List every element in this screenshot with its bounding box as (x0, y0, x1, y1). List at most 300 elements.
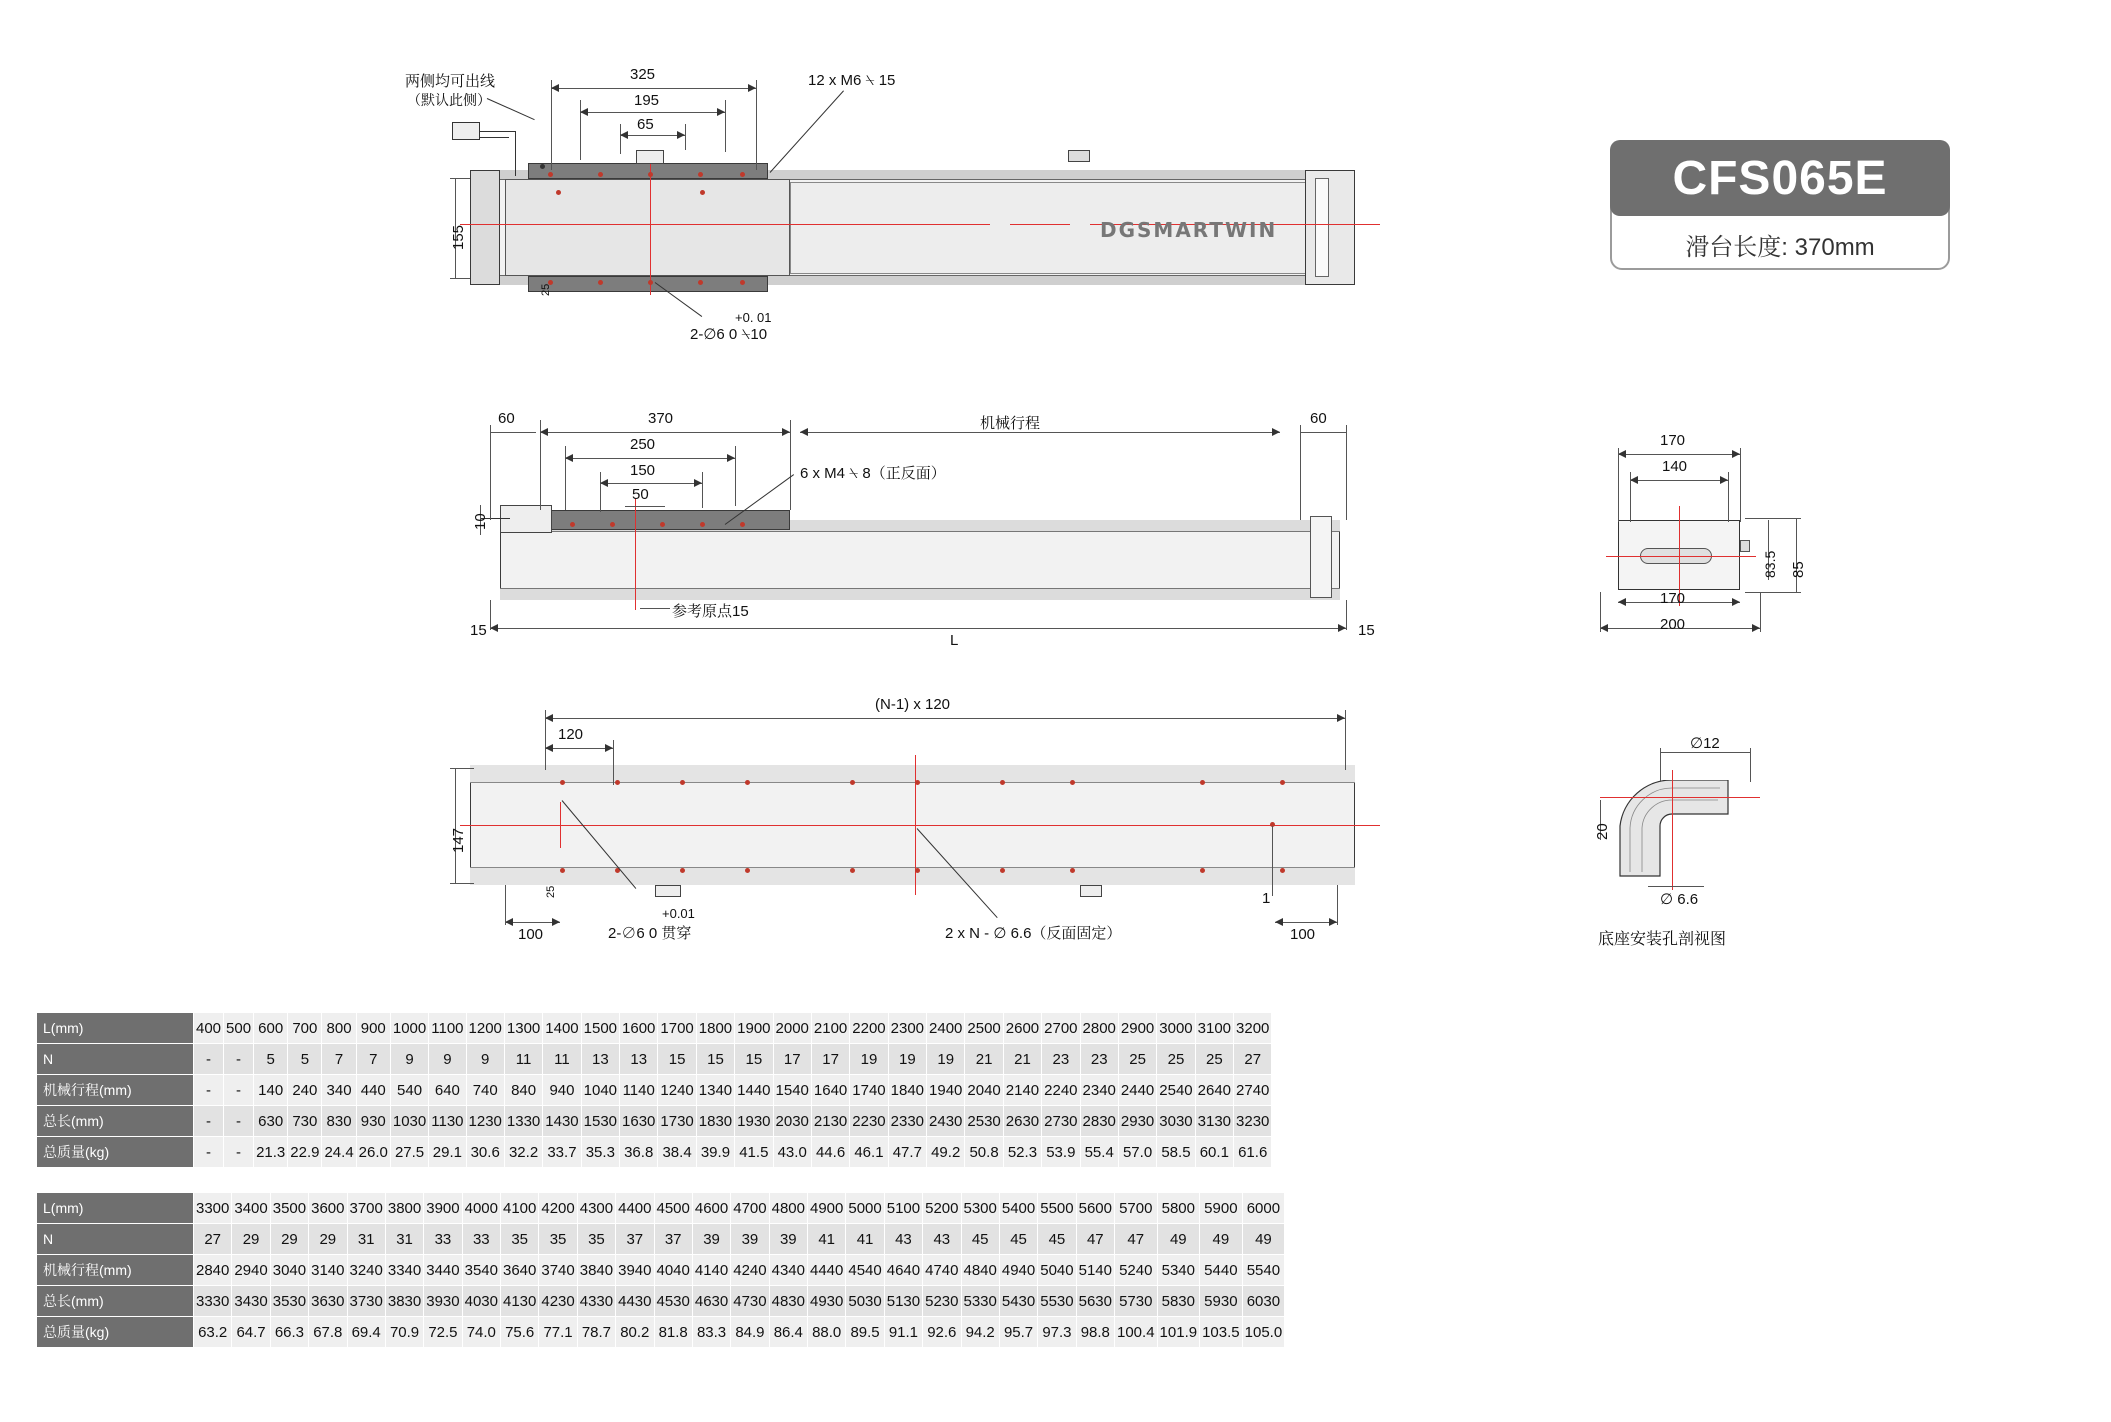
cell: 5340 (1157, 1255, 1200, 1286)
cell: 70.9 (385, 1317, 423, 1348)
dim-15-left: 15 (470, 622, 487, 639)
cell: 39.9 (696, 1137, 734, 1168)
cell: 29 (270, 1224, 308, 1255)
cell: 72.5 (424, 1317, 462, 1348)
ext-line (551, 80, 552, 170)
cell: 3730 (347, 1286, 385, 1317)
cell: 89.5 (846, 1317, 884, 1348)
cell: 43 (923, 1224, 961, 1255)
note-cable-exit-2: （默认此侧） (407, 92, 491, 108)
note-2xN-6-6: 2 x N - ∅ 6.6（反面固定） (945, 925, 1122, 942)
cell: 31 (385, 1224, 423, 1255)
cell (1285, 1193, 1290, 1224)
cell: 4440 (808, 1255, 846, 1286)
cell: 2830 (1080, 1106, 1118, 1137)
cell: 340 (322, 1075, 356, 1106)
bottom-view-centerline-v2 (560, 802, 561, 848)
dim-83-5: 83.5 (1762, 550, 1778, 578)
cell: 730 (288, 1106, 322, 1137)
dim-line-60-left (490, 432, 536, 433)
bottom-view-centerline-h (460, 825, 1380, 826)
cell: 36.8 (620, 1137, 658, 1168)
cell: 3630 (309, 1286, 347, 1317)
cell: 4800 (769, 1193, 807, 1224)
cell: 41.5 (735, 1137, 773, 1168)
cell: 3100 (1195, 1013, 1233, 1044)
cell: 47 (1115, 1224, 1158, 1255)
cell: 4840 (961, 1255, 999, 1286)
cell: - (224, 1044, 254, 1075)
cell: 3500 (270, 1193, 308, 1224)
cell: 84.9 (731, 1317, 769, 1348)
cell: 800 (322, 1013, 356, 1044)
row-header: 机械行程(mm) (37, 1075, 194, 1106)
cell: 1840 (888, 1075, 926, 1106)
cell: 43.0 (773, 1137, 811, 1168)
table-row (37, 1075, 1272, 1106)
cell: 2740 (1234, 1075, 1272, 1106)
cell: 2930 (1118, 1106, 1156, 1137)
top-view-cable-connector (452, 122, 480, 140)
cell: 11 (543, 1044, 581, 1075)
cell: 3640 (501, 1255, 539, 1286)
cell: 47.7 (888, 1137, 926, 1168)
cell: 5830 (1157, 1286, 1200, 1317)
cell: 49 (1200, 1224, 1243, 1255)
cell: 5430 (999, 1286, 1037, 1317)
cell: 9 (429, 1044, 466, 1075)
dim-25-bottom: 25 (545, 885, 557, 898)
cell: 2100 (811, 1013, 849, 1044)
cell: 440 (356, 1075, 390, 1106)
cell: 400 (194, 1013, 224, 1044)
row-header: 总长(mm) (37, 1106, 194, 1137)
bottom-view-fixture-right (1080, 885, 1102, 897)
cell: 23 (1042, 1044, 1080, 1075)
cell: 1030 (390, 1106, 428, 1137)
cell: 61.6 (1234, 1137, 1272, 1168)
cell: 1300 (504, 1013, 542, 1044)
cell: 27.5 (390, 1137, 428, 1168)
spec-table-2 (36, 1192, 1290, 1348)
cell: - (194, 1075, 224, 1106)
cell: 98.8 (1076, 1317, 1114, 1348)
cell: 92.6 (923, 1317, 961, 1348)
cell: 25 (1157, 1044, 1195, 1075)
cell: 2300 (888, 1013, 926, 1044)
top-view-fixture-left (636, 150, 664, 164)
cell: 5240 (1115, 1255, 1158, 1286)
cell: 30.6 (466, 1137, 504, 1168)
cell: 1830 (696, 1106, 734, 1137)
cell: 5140 (1076, 1255, 1114, 1286)
dim-325: 325 (630, 66, 656, 83)
dim-25-top: 25 (540, 283, 552, 296)
note-6xM4: 6 x M4 ⍀ 8（正反面） (800, 465, 946, 482)
dim-line-250 (565, 458, 735, 459)
cell: 2540 (1157, 1075, 1195, 1106)
cell: 3440 (424, 1255, 462, 1286)
cell: 29 (232, 1224, 270, 1255)
cell: 27 (1234, 1044, 1272, 1075)
cell: 2640 (1195, 1075, 1233, 1106)
dim-d6-6: ∅ 6.6 (1660, 891, 1699, 908)
cell: - (194, 1106, 224, 1137)
cell: 69.4 (347, 1317, 385, 1348)
cell: 4240 (731, 1255, 769, 1286)
cell: 4430 (616, 1286, 654, 1317)
front-view-left-block (500, 505, 552, 533)
cell: 3000 (1157, 1013, 1195, 1044)
cell: 58.5 (1157, 1137, 1195, 1168)
cell: 33 (424, 1224, 462, 1255)
cell: 41 (808, 1224, 846, 1255)
table-row (37, 1137, 1272, 1168)
cell: 1500 (581, 1013, 619, 1044)
cell: 2600 (1003, 1013, 1041, 1044)
dim-line-stroke (800, 432, 1280, 433)
hole (698, 172, 703, 177)
cell: 77.1 (539, 1317, 577, 1348)
cell: 50.8 (965, 1137, 1003, 1168)
cell: 83.3 (692, 1317, 730, 1348)
cell: - (224, 1137, 254, 1168)
cell: 1140 (620, 1075, 658, 1106)
table-row (37, 1193, 1290, 1224)
cell: 27 (194, 1224, 232, 1255)
cell: 4730 (731, 1286, 769, 1317)
hole (540, 164, 545, 169)
row-header: L(mm) (37, 1193, 194, 1224)
cell: 32.2 (504, 1137, 542, 1168)
cell: 1600 (620, 1013, 658, 1044)
cell: 1430 (543, 1106, 581, 1137)
table-row (37, 1317, 1290, 1348)
cell: 3930 (424, 1286, 462, 1317)
cell: 26.0 (356, 1137, 390, 1168)
cell: 3430 (232, 1286, 270, 1317)
dim-line-d6-6 (1648, 886, 1704, 887)
top-view-slider (505, 179, 790, 276)
cell: 19 (850, 1044, 888, 1075)
cell: 5 (288, 1044, 322, 1075)
row-header: L(mm) (37, 1013, 194, 1044)
cell (1285, 1317, 1290, 1348)
cell: 1940 (927, 1075, 965, 1106)
cell: 45 (961, 1224, 999, 1255)
dim-line-60-right (1300, 432, 1346, 433)
table-row (37, 1286, 1290, 1317)
cell: 5040 (1038, 1255, 1076, 1286)
cell: 2530 (965, 1106, 1003, 1137)
cell: 1330 (504, 1106, 542, 1137)
cell: 540 (390, 1075, 428, 1106)
cell: 7 (322, 1044, 356, 1075)
cell: 4040 (654, 1255, 692, 1286)
cell: 500 (224, 1013, 254, 1044)
bottom-view-strip-top (470, 765, 1355, 783)
dim-20: 20 (1594, 823, 1611, 840)
cell: 86.4 (769, 1317, 807, 1348)
cell: 5540 (1242, 1255, 1285, 1286)
cell: 4630 (692, 1286, 730, 1317)
section-centerline-h (1606, 556, 1756, 557)
note-2x6-through: 2-∅6 0 贯穿 (608, 925, 692, 942)
top-view-left-endcap (470, 170, 500, 285)
cell: 2230 (850, 1106, 888, 1137)
cell: 930 (356, 1106, 390, 1137)
cell: 66.3 (270, 1317, 308, 1348)
dim-147: 147 (450, 827, 467, 853)
bottom-view-strip-bottom (470, 867, 1355, 885)
cell: 15 (658, 1044, 696, 1075)
cell: 24.4 (322, 1137, 356, 1168)
cell: 17 (811, 1044, 849, 1075)
hole (648, 280, 653, 285)
cell: 35 (539, 1224, 577, 1255)
cell: 4740 (923, 1255, 961, 1286)
cell: 1930 (735, 1106, 773, 1137)
ext-line (620, 124, 621, 154)
dim-line-370 (540, 432, 790, 433)
table-row (37, 1224, 1290, 1255)
cell: 44.6 (811, 1137, 849, 1168)
ext-line (685, 124, 686, 150)
cell: 700 (288, 1013, 322, 1044)
dim-250: 250 (630, 436, 656, 453)
row-header: 总质量(kg) (37, 1317, 194, 1348)
cell: 17 (773, 1044, 811, 1075)
dim-L: L (950, 632, 959, 649)
top-view-centerline-vertical (650, 160, 651, 295)
dim-line-325 (551, 88, 756, 89)
cell: 3140 (309, 1255, 347, 1286)
cell (1285, 1255, 1290, 1286)
cell: 3240 (347, 1255, 385, 1286)
cell: 1000 (390, 1013, 428, 1044)
dim-line-147 (455, 768, 456, 883)
cell: 1130 (429, 1106, 466, 1137)
cell: 4540 (846, 1255, 884, 1286)
cell: 1540 (773, 1075, 811, 1106)
cell: - (224, 1075, 254, 1106)
cell: 57.0 (1118, 1137, 1156, 1168)
table-row (37, 1255, 1290, 1286)
cell: 630 (254, 1106, 288, 1137)
dim-170-bottom: 170 (1660, 590, 1686, 607)
cell: 4340 (769, 1255, 807, 1286)
row-header: N (37, 1044, 194, 1075)
table-row (37, 1013, 1272, 1044)
hole (598, 280, 603, 285)
dim-line-170-top (1618, 454, 1740, 455)
dim-195: 195 (634, 92, 660, 109)
cell: 2000 (773, 1013, 811, 1044)
cell: 3400 (232, 1193, 270, 1224)
cell: 4140 (692, 1255, 730, 1286)
cell: 29 (309, 1224, 347, 1255)
hole (648, 172, 653, 177)
cell: 1800 (696, 1013, 734, 1044)
cell: 7 (356, 1044, 390, 1075)
cell: 45 (999, 1224, 1037, 1255)
dim-200: 200 (1660, 616, 1686, 633)
dim-line-150 (600, 483, 702, 484)
dim-150: 150 (630, 462, 656, 479)
cell: 3330 (194, 1286, 232, 1317)
cable-line-2 (515, 131, 516, 176)
cell: 1440 (735, 1075, 773, 1106)
cell: 900 (356, 1013, 390, 1044)
dim-line-100-right (1275, 922, 1337, 923)
front-view-right-block (1310, 516, 1332, 598)
ext-line (450, 178, 470, 179)
top-view-carriage-top (528, 163, 768, 179)
dim-1: 1 (1262, 890, 1271, 907)
cell: 103.5 (1200, 1317, 1243, 1348)
model-badge-subtitle: 滑台长度: 370mm (1685, 233, 1875, 261)
dim-line-85 (1796, 518, 1797, 592)
top-view-right-endcap (1305, 170, 1355, 285)
cell: 5930 (1200, 1286, 1243, 1317)
cell: 43 (884, 1224, 922, 1255)
dim-line-120 (545, 748, 613, 749)
cell: 37 (654, 1224, 692, 1255)
cell: 740 (466, 1075, 504, 1106)
front-view-carriage (540, 510, 790, 530)
row-header: N (37, 1224, 194, 1255)
cell: 4940 (999, 1255, 1037, 1286)
cell: 4600 (692, 1193, 730, 1224)
cell: 1900 (735, 1013, 773, 1044)
cell: 29.1 (429, 1137, 466, 1168)
cell: 5700 (1115, 1193, 1158, 1224)
dim-100-right: 100 (1290, 926, 1316, 943)
cell: 33 (462, 1224, 500, 1255)
cell: 940 (543, 1075, 581, 1106)
cell: 4700 (731, 1193, 769, 1224)
cell: 1040 (581, 1075, 619, 1106)
dim-140: 140 (1662, 458, 1688, 475)
cell: 5600 (1076, 1193, 1114, 1224)
dim-line-50 (625, 506, 665, 507)
cell: 3300 (194, 1193, 232, 1224)
spec-table-1 (36, 1012, 1272, 1168)
cell: 5300 (961, 1193, 999, 1224)
cell (1285, 1224, 1290, 1255)
dim-120: 120 (558, 726, 584, 743)
cable-line-3 (479, 137, 509, 138)
cell: 3030 (1157, 1106, 1195, 1137)
cell: 105.0 (1242, 1317, 1285, 1348)
cell: - (194, 1137, 224, 1168)
brand-watermark: DGSMARTWIN (1100, 218, 1278, 242)
ext-line (756, 80, 757, 170)
cell: 5230 (923, 1286, 961, 1317)
top-view-fixture-right (1068, 150, 1090, 162)
cell: 3940 (616, 1255, 654, 1286)
hole (740, 172, 745, 177)
top-view-right-detail (1315, 178, 1329, 277)
cell: 4640 (884, 1255, 922, 1286)
cell: 640 (429, 1075, 466, 1106)
cell: 3130 (1195, 1106, 1233, 1137)
cell: 1640 (811, 1075, 849, 1106)
cell: 1700 (658, 1013, 696, 1044)
dim-line-d12 (1660, 752, 1750, 753)
cell: 3040 (270, 1255, 308, 1286)
cell: 55.4 (1080, 1137, 1118, 1168)
cell: 4200 (539, 1193, 577, 1224)
cell: - (194, 1044, 224, 1075)
section-right-tab (1740, 540, 1750, 552)
cell: 13 (581, 1044, 619, 1075)
cell: 21 (1003, 1044, 1041, 1075)
dim-100-left: 100 (518, 926, 544, 943)
cell: 39 (731, 1224, 769, 1255)
cell: - (224, 1106, 254, 1137)
cell: 2940 (232, 1255, 270, 1286)
cell: 5000 (846, 1193, 884, 1224)
dim-50: 50 (632, 486, 649, 503)
cell: 1400 (543, 1013, 581, 1044)
cell: 3830 (385, 1286, 423, 1317)
cell: 4100 (501, 1193, 539, 1224)
cell: 5500 (1038, 1193, 1076, 1224)
cell: 53.9 (1042, 1137, 1080, 1168)
cell: 1630 (620, 1106, 658, 1137)
cell: 3600 (309, 1193, 347, 1224)
cell: 4300 (577, 1193, 615, 1224)
cell: 5730 (1115, 1286, 1158, 1317)
cell: 3230 (1234, 1106, 1272, 1137)
cell: 21.3 (254, 1137, 288, 1168)
bottom-view-fixture-left (655, 885, 681, 897)
cell: 4400 (616, 1193, 654, 1224)
dim-60-right: 60 (1310, 410, 1327, 427)
note-2x6-plus: +0. 01 (735, 310, 772, 325)
dim-15-right: 15 (1358, 622, 1375, 639)
cell: 830 (322, 1106, 356, 1137)
cell: 3740 (539, 1255, 577, 1286)
cell: 3840 (577, 1255, 615, 1286)
note-plus001-bottom: +0.01 (662, 906, 695, 921)
cell: 2130 (811, 1106, 849, 1137)
cell: 240 (288, 1075, 322, 1106)
cell: 39 (692, 1224, 730, 1255)
hole (556, 190, 561, 195)
base-hole-caption: 底座安装孔剖视图 (1598, 931, 1727, 948)
cell: 78.7 (577, 1317, 615, 1348)
cell: 4500 (654, 1193, 692, 1224)
cell: 22.9 (288, 1137, 322, 1168)
top-view-centerline-mid (1010, 224, 1070, 225)
cell: 15 (696, 1044, 734, 1075)
cell: 4230 (539, 1286, 577, 1317)
cell: 5030 (846, 1286, 884, 1317)
dim-line-65 (620, 135, 685, 136)
cell: 2400 (927, 1013, 965, 1044)
cell: 2440 (1118, 1075, 1156, 1106)
cell: 2840 (194, 1255, 232, 1286)
cell: 41 (846, 1224, 884, 1255)
cell: 101.9 (1157, 1317, 1200, 1348)
cell: 1340 (696, 1075, 734, 1106)
cell: 2200 (850, 1013, 888, 1044)
dim-line-N-1 (545, 718, 1345, 719)
cell: 1740 (850, 1075, 888, 1106)
cell: 1230 (466, 1106, 504, 1137)
